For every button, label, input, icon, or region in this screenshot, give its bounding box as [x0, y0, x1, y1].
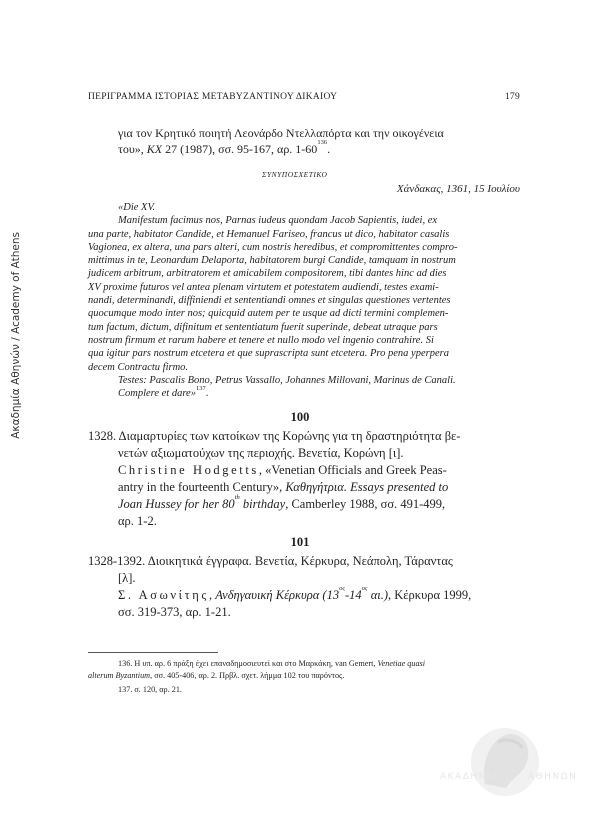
footnote-rule — [88, 652, 218, 653]
entry-100 — [88, 428, 520, 530]
watermark-right: ΑΘΗΝΩΝ — [528, 772, 578, 782]
latin-line: nostrum firmum et rarum habere et tenere et nullo modo vel ingenio contrahire. Si — [88, 334, 434, 346]
entry-100-line-4: antry in the fourteenth Century», Καθηγήτρια. Essays presented to — [118, 480, 449, 494]
entry-100-line-6: αρ. 1-2. — [118, 514, 157, 528]
entry-101-line-4: σσ. 319-373, αρ. 1-21. — [118, 605, 231, 619]
latin-line: qua igitur pars nostrum etcetera et que suprascripta sunt etcetera. Pro pena yperpera — [88, 348, 449, 360]
latin-line: «Die XV. — [118, 202, 156, 213]
latin-line: judicem arbitrum, arbitratorem et amicabilem compositorem, tibi dantes hinc ad dies — [88, 268, 447, 280]
latin-line: nandi, determinandi, diffiniendi et sententiandi omnes et singulas questiones vertentes — [88, 295, 451, 307]
place-date: Χάνδακας, 1361, 15 Ιουλίου — [396, 183, 520, 195]
latin-line: Manifestum facimus nos, Parnas iudeus quondam Jacob Sapientis, iudei, ex — [118, 215, 438, 227]
latin-line: tum factum, dictum, difinitum et sententiatum fuerit superinde, debeat utraque pars — [88, 321, 438, 333]
latin-line: Complere et dare»$^{137}$. — [118, 385, 209, 400]
entry-100-line-1: 1328. Διαμαρτυρίες των κατοίκων της Κορώνης για τη δραστηριότητα βε- — [88, 429, 461, 443]
entry-101 — [88, 553, 520, 621]
side-archive-text: Ακαδημία Αθηνών / Academy of Athens — [10, 232, 22, 439]
athena-head-icon — [440, 722, 570, 802]
synopsis-label: ΣΥΝΥΠΟΣΧΕΤΙΚΟ — [262, 170, 328, 179]
page-number: 179 — [504, 92, 520, 102]
running-title: ΠΕΡΙΓΡΑΜΜΑ ΙΣΤΟΡΙΑΣ ΜΕΤΑΒΥΖΑΝΤΙΝΟΥ ΔΙΚΑΙΟΥ — [88, 92, 338, 102]
latin-line: XV proxime futuros vel antea plenam virtutem et potestatem audiendi, testes exami- — [88, 281, 439, 293]
entry-101-line-3: Σ. Ασωνίτης, Ανδηγαυική Κέρκυρα ($13^{o\varsigma}-14^{o\varsigma}$ αι.), Κέρκυρα 1999, — [118, 585, 472, 602]
intro-line-1: για τον Κρητικό ποιητή Λεονάρδο Ντελλαπόρτα και την οικογένεια — [118, 126, 444, 140]
footnote-136: 136. Η υπ. αρ. 6 πράξη έχει επαναδημοσιευτεί και στο Μαρκάκη, van Gemert, Venetiae quasi alterum Byzantium, σσ. 405-406, αρ. 2. Πρβλ. σχετ. λήμμα 102 του παρόντος. — [88, 659, 426, 680]
side-archive-label — [10, 232, 26, 439]
entry-100-line-5: Joan Hussey for her 80th birthday, Camberley 1988, σσ. 491-499, — [118, 494, 446, 511]
entry-number-100: 100 — [290, 410, 310, 424]
entry-number-101: 101 — [290, 535, 310, 549]
latin-document — [88, 201, 520, 400]
footnote-137: 137. σ. 120, αρ. 21. — [118, 685, 182, 694]
entry-101-line-1: 1328-1392. Διοικητικά έγγραφα. Βενετία, Κέρκυρα, Νεάπολη, Τάραντας — [88, 554, 453, 568]
latin-line: Testes: Pascalis Bono, Petrus Vassallo, Johannes Millovani, Marinus de Canali. — [118, 374, 456, 386]
latin-line: decem Contractu firmo. — [88, 361, 189, 373]
entry-100-line-3: Christine Hodgetts, «Venetian Officials and Greek Peas- — [118, 463, 447, 477]
latin-line: quocumque modo inter nos; quicquid autem per te usque ad dicti termini complemen- — [88, 308, 449, 320]
latin-line: mittimus in te, Leonardum Delaporta, habitatorem burgi Candide, tamquam in nostrum — [88, 255, 456, 267]
intro-line-2: του», ΚΧ 27 (1987), σσ. 95-167, αρ. $1-60^{136}$. — [118, 139, 331, 156]
latin-line: Vagionea, ex altera, una pars alteri, cum nostris heredibus, et compromittentes compro- — [88, 241, 458, 253]
watermark-left: ΑΚΑΔΗΜΙΑ — [440, 772, 500, 782]
entry-100-line-2: νετών αξιωματούχων της περιοχής. Βενετία, Κορώνη [ι]. — [118, 446, 404, 460]
entry-101-line-2: [λ]. — [118, 571, 136, 585]
academy-watermark — [440, 722, 578, 802]
latin-line: una parte, habitator Candide, et Hemanuel Fariseo, francus ut dico, habitator casalis — [88, 228, 450, 240]
